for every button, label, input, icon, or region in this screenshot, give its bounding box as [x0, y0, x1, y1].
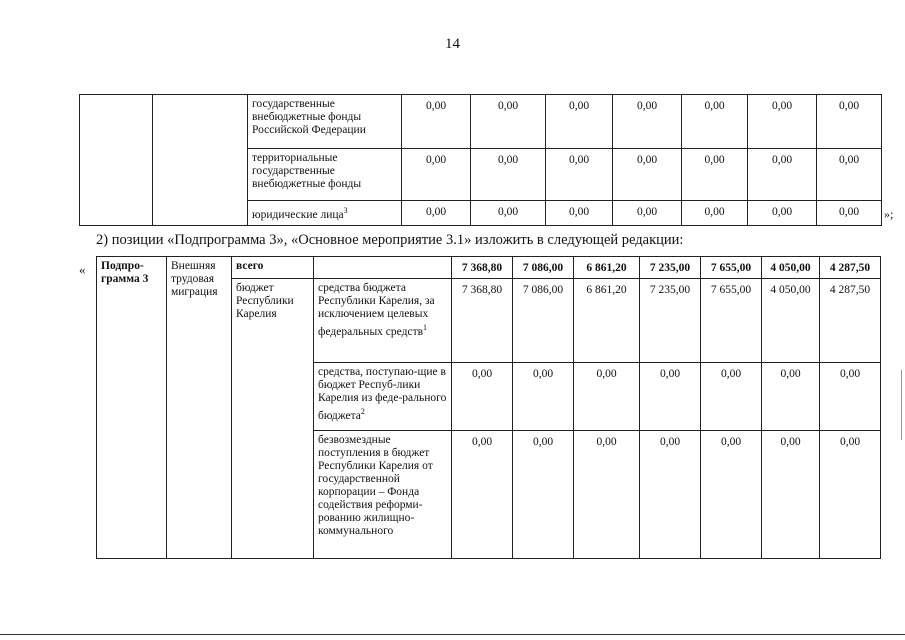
value-cell: 7 235,00 [640, 257, 701, 279]
value-cell: 0,00 [682, 201, 748, 226]
value-cell: 0,00 [817, 95, 882, 149]
value-cell: 0,00 [701, 363, 762, 431]
value-cell: 0,00 [640, 363, 701, 431]
value-cell: 0,00 [402, 201, 471, 226]
budget-label: бюджет Республики Карелия [232, 279, 314, 559]
value-cell: 0,00 [574, 431, 640, 559]
value-cell: 0,00 [820, 363, 881, 431]
value-cell: 0,00 [762, 363, 820, 431]
value-cell: 0,00 [640, 431, 701, 559]
value-cell: 4 287,50 [820, 279, 881, 363]
table-row [97, 257, 881, 279]
value-cell: 0,00 [452, 431, 513, 559]
source-label [314, 363, 452, 431]
value-cell: 0,00 [471, 95, 546, 149]
value-cell: 0,00 [613, 201, 682, 226]
value-cell: 7 368,80 [452, 279, 513, 363]
value-cell: 0,00 [701, 431, 762, 559]
footnote-marker: 2 [360, 407, 365, 416]
value-cell: 0,00 [613, 149, 682, 201]
opening-quote: « [79, 262, 86, 277]
footnote-marker: 3 [343, 206, 348, 215]
value-cell: 7 086,00 [513, 279, 574, 363]
value-cell: 0,00 [471, 201, 546, 226]
value-cell: 0,00 [513, 431, 574, 559]
value-cell: 0,00 [817, 149, 882, 201]
value-cell: 0,00 [574, 363, 640, 431]
value-cell: 4 050,00 [762, 279, 820, 363]
value-cell: 7 235,00 [640, 279, 701, 363]
total-label: всего [232, 257, 314, 279]
value-cell: 7 086,00 [513, 257, 574, 279]
value-cell: 0,00 [748, 149, 817, 201]
page-number: 14 [445, 36, 460, 52]
funding-table-continued [79, 94, 882, 226]
empty-cell [153, 95, 248, 226]
value-cell: 6 861,20 [574, 279, 640, 363]
subprogram-table [96, 256, 881, 559]
value-cell: 0,00 [762, 431, 820, 559]
closing-quote: »; [884, 207, 894, 221]
empty-cell [314, 257, 452, 279]
value-cell: 0,00 [682, 95, 748, 149]
value-cell: 7 368,80 [452, 257, 513, 279]
amendment-heading: 2) позиции «Подпрограмма 3», «Основное мероприятие 3.1» изложить в следующей редакции: [96, 232, 684, 248]
value-cell: 4 050,00 [762, 257, 820, 279]
value-cell: 0,00 [682, 149, 748, 201]
value-cell: 6 861,20 [574, 257, 640, 279]
source-label-text: юридические лица [252, 208, 344, 221]
value-cell: 0,00 [613, 95, 682, 149]
value-cell: 4 287,50 [820, 257, 881, 279]
source-label [248, 201, 402, 226]
source-label-text: средства, поступаю-щие в бюджет Респуб-лики Карелия из феде-рального бюджета [318, 366, 447, 422]
scan-bottom-edge [0, 634, 905, 635]
table-row [80, 95, 882, 149]
subprogram-name: Внешняя трудовая миграция [167, 257, 232, 559]
value-cell: 0,00 [402, 149, 471, 201]
source-label: территориальные государственные внебюджетные фонды [248, 149, 402, 201]
source-label-text: средства бюджета Республики Карелия, за исключением целевых федеральных средств [318, 282, 435, 338]
subprogram-cell: Подпро-грамма 3 [97, 257, 167, 559]
value-cell: 0,00 [820, 431, 881, 559]
empty-cell [80, 95, 153, 226]
value-cell: 0,00 [513, 363, 574, 431]
value-cell: 0,00 [402, 95, 471, 149]
value-cell: 0,00 [748, 95, 817, 149]
value-cell: 0,00 [817, 201, 882, 226]
value-cell: 7 655,00 [701, 257, 762, 279]
value-cell: 0,00 [546, 201, 613, 226]
source-label [314, 279, 452, 363]
value-cell: 0,00 [748, 201, 817, 226]
footnote-marker: 1 [423, 323, 428, 332]
value-cell: 0,00 [471, 149, 546, 201]
scan-edge-mark [901, 370, 902, 440]
value-cell: 0,00 [546, 149, 613, 201]
value-cell: 7 655,00 [701, 279, 762, 363]
source-label: государственные внебюджетные фонды Российской Федерации [248, 95, 402, 149]
value-cell: 0,00 [452, 363, 513, 431]
value-cell: 0,00 [546, 95, 613, 149]
source-label: безвозмездные поступления в бюджет Республики Карелия от государственной корпорации – Фонда содействия реформи-рованию жилищно-коммунального [314, 431, 452, 559]
